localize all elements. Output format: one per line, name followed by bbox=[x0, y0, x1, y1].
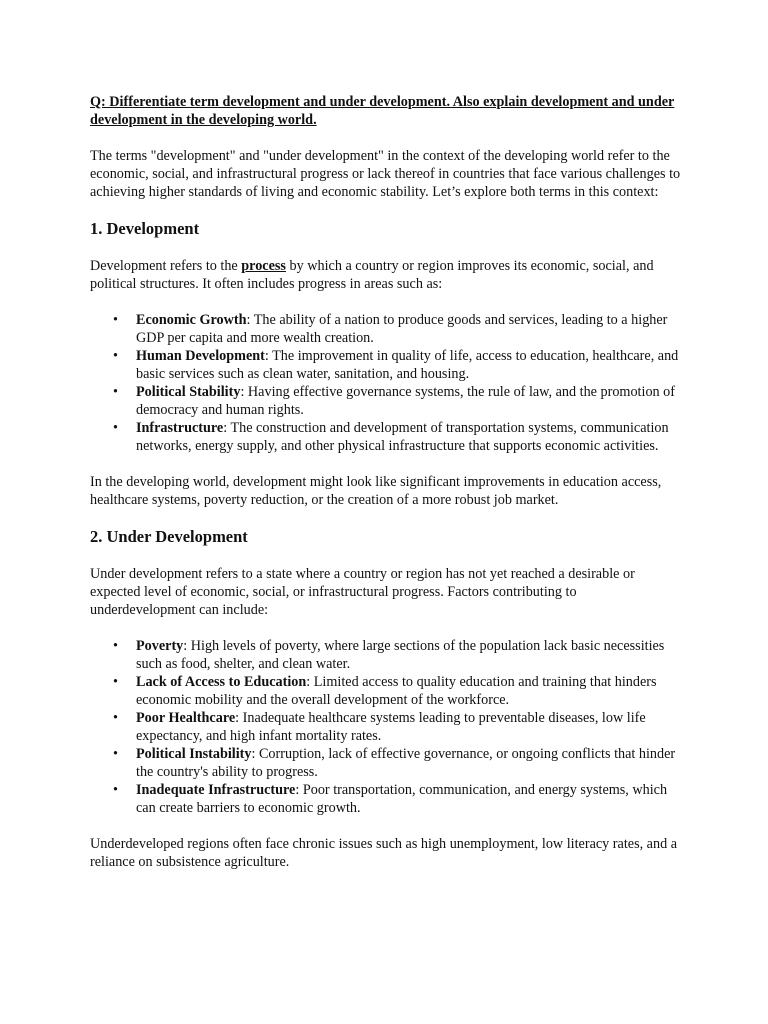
development-heading: 1. Development bbox=[90, 219, 200, 238]
development-definition-end: by which a country or region improves its economic, social, and political structures. It often includes progress in areas such as: bbox=[90, 258, 654, 292]
intro-paragraph: The terms "development" and "under development" in the context of the developing world refer to the economic, social, and infrastructural progress or lack thereof in countries that face various challenges to achieving higher standards of living and economic stability. Let’s explore both terms in this context: bbox=[90, 148, 681, 200]
list-item-text: : High levels of poverty, where large sections of the population lack basic necessities such as food, shelter, and clean water. bbox=[136, 638, 665, 672]
list-item bbox=[113, 745, 682, 781]
bullet-icon: • bbox=[113, 674, 118, 690]
bullet-icon: • bbox=[113, 710, 118, 726]
development-definition bbox=[90, 257, 682, 293]
list-item-text: : The improvement in quality of life, access to education, healthcare, and basic services such as clean water, sanitation, and housing. bbox=[136, 348, 679, 382]
under-development-heading: 2. Under Development bbox=[90, 527, 248, 546]
list-item-text: : Having effective governance systems, the rule of law, and the promotion of democracy and human rights. bbox=[136, 384, 675, 418]
under-development-definition: Under development refers to a state where a country or region has not yet reached a desirable or expected level of economic, social, or infrastructural progress. Factors contributing to underdevelopment can include: bbox=[90, 566, 635, 618]
bullet-icon: • bbox=[113, 638, 118, 654]
list-item bbox=[113, 709, 682, 745]
list-item bbox=[113, 347, 682, 383]
question-heading: Q: Differentiate term development and under development. Also explain development and under development in the developing world. bbox=[90, 94, 675, 128]
document-page bbox=[90, 93, 682, 889]
bullet-icon: • bbox=[113, 782, 118, 798]
list-item-text: : Corruption, lack of effective governance, or ongoing conflicts that hinder the country's ability to progress. bbox=[136, 746, 676, 780]
bullet-icon: • bbox=[113, 384, 118, 400]
under-development-closing: Underdeveloped regions often face chronic issues such as high unemployment, low literacy rates, and a reliance on subsistence agriculture. bbox=[90, 836, 678, 870]
development-definition-start: Development refers to the bbox=[90, 258, 242, 274]
list-item-term: Inadequate Infrastructure bbox=[136, 782, 296, 798]
list-item-term: Poverty bbox=[136, 638, 184, 654]
development-list bbox=[90, 311, 682, 455]
list-item-term: Political Stability bbox=[136, 384, 241, 400]
development-closing: In the developing world, development might look like significant improvements in education access, healthcare systems, poverty reduction, or the creation of a more robust job market. bbox=[90, 474, 662, 508]
list-item-term: Economic Growth bbox=[136, 312, 247, 328]
list-item bbox=[113, 383, 682, 419]
list-item-text: : The construction and development of transportation systems, communication networks, energy supply, and other physical infrastructure that supports economic activities. bbox=[136, 420, 669, 454]
list-item-text: : Poor transportation, communication, and energy systems, which can create barriers to economic growth. bbox=[136, 782, 668, 816]
bullet-icon: • bbox=[113, 348, 118, 364]
list-item-text: : Limited access to quality education and training that hinders economic mobility and the overall development of the workforce. bbox=[136, 674, 657, 708]
list-item bbox=[113, 673, 682, 709]
list-item-text: : The ability of a nation to produce goods and services, leading to a higher GDP per capita and more wealth creation. bbox=[136, 312, 668, 346]
list-item bbox=[113, 311, 682, 347]
process-keyword: process bbox=[241, 258, 286, 274]
list-item bbox=[113, 419, 682, 455]
list-item bbox=[113, 637, 682, 673]
bullet-icon: • bbox=[113, 312, 118, 328]
list-item-term: Lack of Access to Education bbox=[136, 674, 307, 690]
bullet-icon: • bbox=[113, 746, 118, 762]
under-development-list bbox=[90, 637, 682, 817]
list-item-term: Human Development bbox=[136, 348, 265, 364]
bullet-icon: • bbox=[113, 420, 118, 436]
list-item-term: Political Instability bbox=[136, 746, 252, 762]
list-item bbox=[113, 781, 682, 817]
list-item-text: : Inadequate healthcare systems leading to preventable diseases, low life expectancy, and high infant mortality rates. bbox=[136, 710, 646, 744]
list-item-term: Poor Healthcare bbox=[136, 710, 236, 726]
list-item-term: Infrastructure bbox=[136, 420, 224, 436]
